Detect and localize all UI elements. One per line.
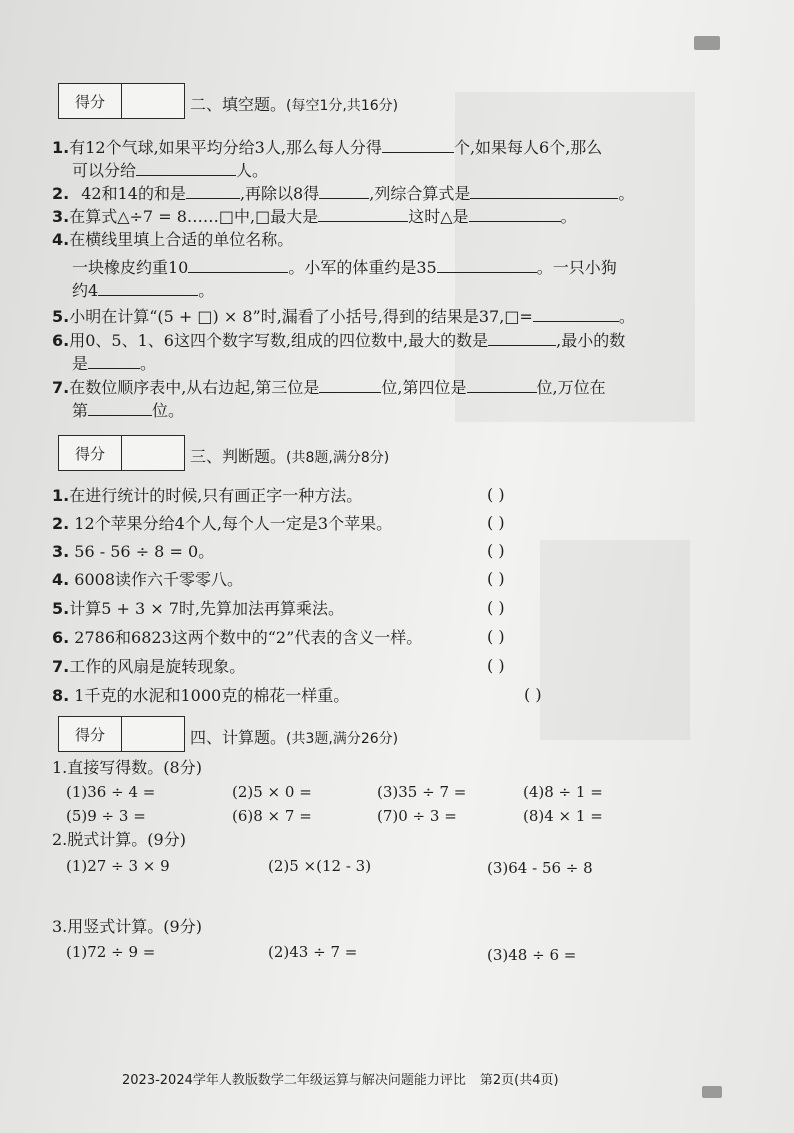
footer-page-number: 第2页(共4页) [479,1073,559,1088]
q-text: 用0、5、1、6这四个数字写数,组成的四位数中,最大的数是 [69,331,489,350]
q-num: 4. [52,570,70,589]
calc-item[interactable]: (3)64 - 56 ÷ 8 [487,859,593,877]
q-text: 是 [72,354,89,373]
calc-item[interactable]: (6)8 × 7 = [232,807,312,825]
q-num: 7. [52,657,70,676]
q-text: 。小军的体重约是35 [288,258,437,277]
q-text: 在算式△÷7 = 8……□中,□最大是 [69,207,319,226]
q-text: 位,万位在 [536,378,606,397]
answer-blank[interactable] [88,352,140,369]
judge-item-3 [52,541,214,563]
score-label: 得分 [59,84,122,118]
calc-item[interactable]: (2)5 × 0 = [232,783,312,801]
section3-title-text: 三、判断题。 [190,447,287,466]
q-num: 2. [52,514,70,533]
s2-question-6-cont [72,352,156,375]
q-num: 1. [52,138,70,157]
page-footer [122,1069,559,1088]
q-text: 。一只小狗 [536,258,617,277]
q-num: 2. [52,184,70,203]
q-text: 。 [198,281,215,300]
s2-question-2 [52,182,634,205]
judge-answer-1[interactable]: ( ) [487,485,505,504]
footer-title: 2023-2024学年人教版数学二年级运算与解决问题能力评比 [122,1073,466,1088]
answer-blank[interactable] [188,256,288,273]
score-box-section4 [58,716,185,752]
s2-question-1-cont [72,159,268,182]
judge-item-7 [52,656,245,678]
judge-item-8 [52,685,349,707]
section3-title [190,446,389,469]
calc-part3-title: 3.用竖式计算。(9分) [52,917,202,936]
section4-title-text: 四、计算题。 [190,728,287,747]
calc-item[interactable]: (4)8 ÷ 1 = [523,783,603,801]
q-text: 在数位顺序表中,从右边起,第三位是 [69,378,320,397]
q-num: 3. [52,207,70,226]
judge-item-6 [52,627,422,649]
q-num: 7. [52,378,70,397]
q-num: 6. [52,331,70,350]
judge-answer-7[interactable]: ( ) [487,656,505,675]
q-text: 人。 [236,161,269,180]
q-num: 5. [52,599,70,618]
calc-item[interactable]: (1)72 ÷ 9 = [66,943,156,961]
section4-title [190,727,398,750]
calc-item[interactable]: (8)4 × 1 = [523,807,603,825]
q-text: ,最小的数 [556,331,626,350]
answer-blank[interactable] [470,182,618,199]
score-box-section3 [58,435,185,471]
q-text: 。 [618,184,635,203]
calc-item[interactable]: (7)0 ÷ 3 = [377,807,457,825]
judge-answer-8[interactable]: ( ) [524,685,542,704]
judge-answer-5[interactable]: ( ) [487,598,505,617]
answer-blank[interactable] [186,182,240,199]
answer-blank[interactable] [318,205,408,222]
section2-subtitle: (每空1分,共16分) [286,98,399,114]
s2-question-1 [52,136,602,159]
judge-answer-6[interactable]: ( ) [487,627,505,646]
calc-item[interactable]: (2)5 ×(12 - 3) [268,857,372,875]
q-text: 12个苹果分给4个人,每个人一定是3个苹果。 [69,514,393,533]
q-num: 1. [52,486,70,505]
calc-item[interactable]: (2)43 ÷ 7 = [268,943,358,961]
answer-blank[interactable] [88,399,152,416]
s2-question-4 [52,229,293,251]
q-text: 56 - 56 ÷ 8 = 0。 [69,542,215,561]
answer-blank[interactable] [319,376,381,393]
s2-question-3 [52,205,577,228]
q-text: 。 [140,354,157,373]
corner-mark-top [694,36,720,50]
answer-blank[interactable] [136,159,236,176]
answer-blank[interactable] [98,279,198,296]
q-text: 这时△是 [408,207,469,226]
q-text: 个,如果每人6个,那么 [453,138,603,157]
q-text: 小明在计算“(5 + □) × 8”时,漏看了小括号,得到的结果是37,□= [69,307,533,326]
calc-item[interactable]: (3)35 ÷ 7 = [377,783,467,801]
score-blank[interactable] [122,84,184,118]
answer-blank[interactable] [533,305,619,322]
answer-blank[interactable] [469,205,561,222]
q-text: 位,第四位是 [381,378,467,397]
s2-question-7-cont [72,399,184,422]
section2-title [190,94,398,117]
judge-item-2 [52,513,392,535]
section2-title-text: 二、填空题。 [190,95,287,114]
q-text: ,列综合算式是 [369,184,471,203]
calc-part2-title: 2.脱式计算。(9分) [52,830,186,849]
q-num: 5. [52,307,70,326]
judge-item-1 [52,485,362,507]
score-box-section2 [58,83,185,119]
q-text: 。 [618,307,635,326]
judge-answer-2[interactable]: ( ) [487,513,505,532]
bleed-through-area-lower [540,540,690,740]
calc-part1-title: 1.直接写得数。(8分) [52,758,202,777]
judge-item-5 [52,598,344,620]
calc-item[interactable]: (5)9 ÷ 3 = [66,807,146,825]
calc-item[interactable]: (3)48 ÷ 6 = [487,946,577,964]
judge-item-4 [52,569,243,591]
s2-question-7 [52,376,606,399]
q-text: 在横线里填上合适的单位名称。 [69,230,294,249]
q-num: 8. [52,686,70,705]
q-text: 工作的风扇是旋转现象。 [69,657,246,676]
answer-blank[interactable] [467,376,537,393]
q-text: 可以分给 [72,161,137,180]
q-text: 1千克的水泥和1000克的棉花一样重。 [69,686,350,705]
q-text: 2786和6823这两个数中的“2”代表的含义一样。 [69,628,423,647]
corner-mark-bottom [702,1086,722,1098]
s2-question-5 [52,305,635,328]
calc-item[interactable]: (1)27 ÷ 3 × 9 [66,857,170,875]
q-num: 6. [52,628,70,647]
q-text: 计算5 + 3 × 7时,先算加法再算乘法。 [69,599,345,618]
score-blank[interactable] [122,436,184,470]
q-text: 42和14的和是 [81,184,186,203]
q-text: 位。 [152,401,185,420]
s2-question-4-line2 [72,256,617,279]
section3-subtitle: (共8题,满分8分) [286,450,390,466]
judge-answer-3[interactable]: ( ) [487,541,505,560]
score-label: 得分 [59,436,122,470]
score-blank[interactable] [122,717,184,751]
q-num: 4. [52,230,70,249]
q-text: 第 [72,401,89,420]
q-text: 6008读作六千零零八。 [69,570,244,589]
calc-item[interactable]: (1)36 ÷ 4 = [66,783,156,801]
judge-answer-4[interactable]: ( ) [487,569,505,588]
q-num: 3. [52,542,70,561]
answer-blank[interactable] [488,329,556,346]
q-text: 一块橡皮约重10 [72,258,189,277]
q-text: 有12个气球,如果平均分给3人,那么每人分得 [69,138,382,157]
s2-question-4-line3 [72,279,214,302]
q-text: ,再除以8得 [239,184,320,203]
answer-blank[interactable] [319,182,369,199]
score-label: 得分 [59,717,122,751]
s2-question-6 [52,329,625,352]
section4-subtitle: (共3题,满分26分) [286,731,399,747]
q-text: 约4 [72,281,99,300]
q-text: 。 [560,207,577,226]
answer-blank[interactable] [382,136,454,153]
answer-blank[interactable] [437,256,537,273]
q-text: 在进行统计的时候,只有画正字一种方法。 [69,486,363,505]
